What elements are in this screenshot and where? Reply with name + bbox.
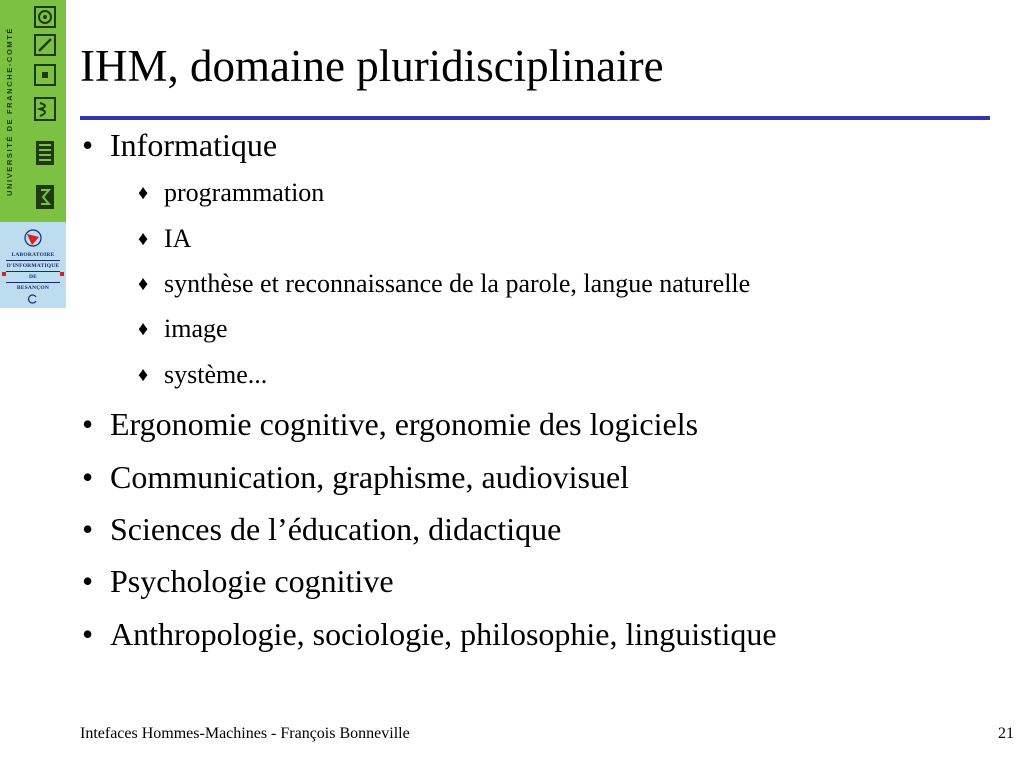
university-name-band [0, 0, 20, 222]
bullet-text: Sciences de l’éducation, didactique [110, 511, 562, 547]
sub-bullet [138, 362, 267, 388]
bullet-text: Informatique [110, 127, 278, 163]
lab-emblem-icon [23, 228, 43, 248]
bullet-text: Psychologie cognitive [110, 563, 394, 599]
spiral-glyph-icon [32, 4, 58, 30]
page-number: 21 [998, 725, 1014, 742]
sub-bullet [138, 316, 228, 342]
lab-divider [6, 260, 60, 261]
bullet-ergonomie [82, 408, 698, 440]
grid-glyph-icon [32, 140, 58, 166]
sub-bullet [138, 271, 750, 297]
slide-title: IHM, domaine pluridisciplinaire [80, 41, 664, 91]
bullet-dot: • [82, 406, 94, 442]
lab-divider [6, 282, 60, 283]
diagonal-glyph-icon [32, 32, 58, 58]
bullet-text: Anthropologie, sociologie, philosophie, linguistique [110, 616, 777, 652]
diamond-bullet-icon: ♦ [138, 228, 149, 250]
university-logo [0, 0, 66, 222]
diamond-bullet-icon: ♦ [138, 182, 149, 204]
sub-bullet-text: programmation [164, 178, 325, 207]
lab-line-3: DE [28, 274, 38, 280]
university-name: UNIVERSITÉ DE FRANCHE-COMTÉ [5, 26, 15, 196]
bullet-anthropologie [82, 618, 777, 650]
bullet-dot: • [82, 511, 94, 547]
lab-swirl-icon [28, 294, 38, 304]
sub-bullet-text: IA [164, 224, 192, 253]
bullet-sciences-education [82, 513, 561, 545]
bullet-text: Ergonomie cognitive, ergonomie des logiciels [110, 406, 699, 442]
lab-logo [0, 222, 66, 308]
lab-line-2: D'INFORMATIQUE [6, 263, 60, 269]
bullet-dot: • [82, 127, 94, 163]
logo-glyphs [28, 0, 62, 222]
figure-glyph-icon [32, 184, 58, 210]
sub-bullet [138, 226, 191, 252]
title-underline [80, 116, 990, 120]
diamond-bullet-icon: ♦ [138, 273, 149, 295]
bullet-text: Communication, graphisme, audiovisuel [110, 459, 630, 495]
footer-text: Intefaces Hommes-Machines - François Bonneville [80, 725, 410, 742]
sub-bullet-text: système... [164, 360, 268, 389]
lab-line-4: BESANÇON [16, 285, 50, 291]
bullet-psychologie [82, 565, 394, 597]
bullet-dot: • [82, 563, 94, 599]
square-glyph-icon [32, 62, 58, 88]
bullet-dot: • [82, 459, 94, 495]
lab-marker-icon [2, 271, 64, 277]
bullet-communication [82, 461, 629, 493]
sub-bullet-text: synthèse et reconnaissance de la parole, langue naturelle [164, 269, 751, 298]
lab-line-1: LABORATOIRE [11, 252, 55, 258]
wave-glyph-icon [32, 96, 58, 122]
diamond-bullet-icon: ♦ [138, 318, 149, 340]
diamond-bullet-icon: ♦ [138, 364, 149, 386]
sub-bullet-text: image [164, 314, 228, 343]
bullet-dot: • [82, 616, 94, 652]
bullet-informatique [82, 129, 277, 161]
sub-bullet [138, 180, 324, 206]
